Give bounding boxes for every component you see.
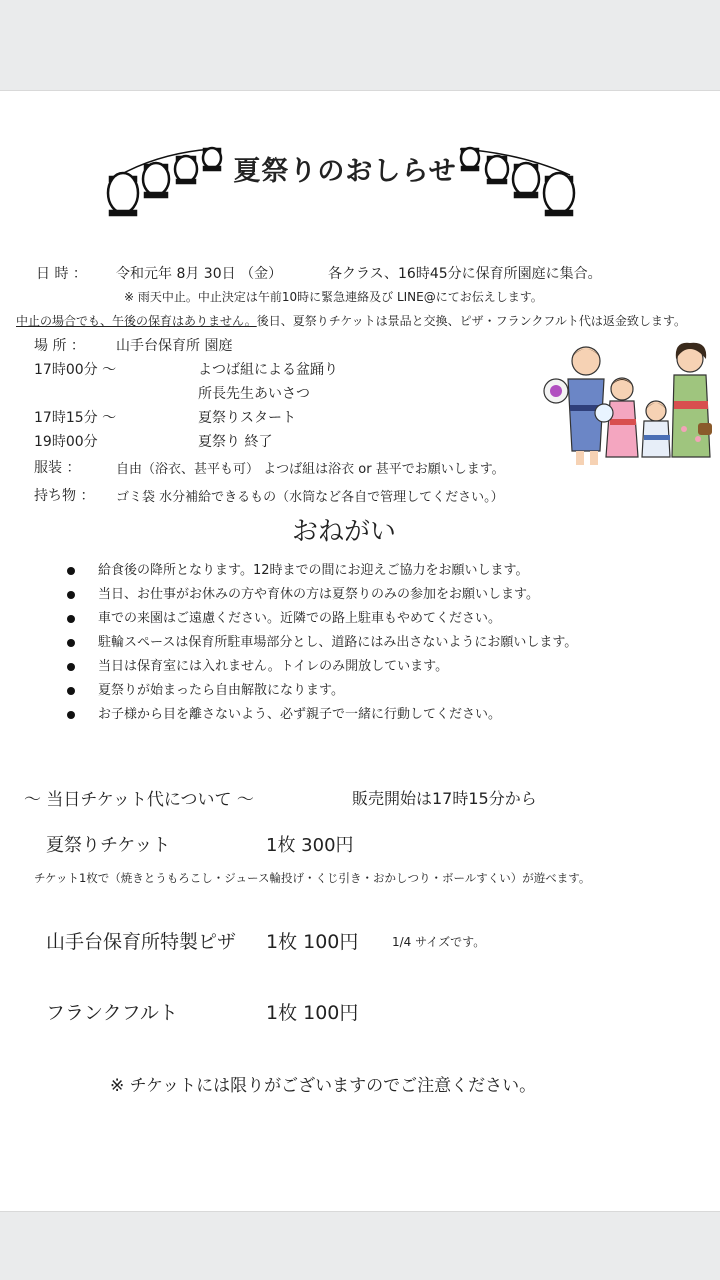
top-status-area: [0, 0, 720, 90]
pizza-name: 山手台保育所特製ピザ: [46, 931, 237, 953]
pizza-price: 1枚 100円: [266, 931, 359, 953]
ticket-name: 夏祭りチケット: [46, 835, 171, 856]
list-item: 当日は保育室には入れません。トイレのみ開放しています。: [98, 659, 449, 674]
cancel-note-underlined: 中止の場合でも、午後の保育はありません。: [16, 314, 257, 328]
gather-note: 各クラス、16時45分に保育所園庭に集合。: [328, 266, 602, 282]
list-item: お子様から目を離さないよう、必ず親子で一緒に行動してください。: [98, 707, 502, 722]
time-1700: 17時00分 ～: [34, 362, 117, 378]
sale-start: 販売開始は17時15分から: [352, 789, 537, 808]
ticket-note: チケット1枚で（焼きとうもろこし・ジュース輪投げ・くじ引き・おかしつり・ボールすくい）が遊べます。: [34, 871, 591, 885]
bullet-icon: [67, 567, 75, 575]
header: [100, 143, 590, 243]
cancel-note-rest: 後日、夏祭りチケットは景品と交換、ピザ・フランクフルト代は返金致します。: [256, 314, 686, 328]
list-item: 給食後の降所となります。12時までの間にお迎えご協力をお願いします。: [98, 563, 529, 578]
date-value: 令和元年 8月 30日 （金）: [116, 266, 283, 282]
dress-label: 服装 ：: [34, 460, 81, 476]
bullet-icon: [67, 615, 75, 623]
tickets-heading: ～ 当日チケット代について ～: [24, 790, 254, 810]
items-value: ゴミ袋 水分補給できるもの（水筒など各自で管理してください。）: [116, 490, 504, 505]
bottom-area: [0, 1212, 720, 1280]
cancel-note: [16, 312, 686, 329]
frank-name: フランクフルト: [46, 1002, 178, 1024]
bullet-icon: [67, 639, 75, 647]
ticket-price: 1枚 300円: [266, 835, 354, 856]
place-label: 場 所 ：: [34, 338, 85, 354]
date-label: 日 時 ：: [36, 266, 87, 282]
bullet-icon: [67, 663, 75, 671]
event-start: 夏祭りスタート: [198, 410, 296, 426]
page-title: 夏祭りのおしらせ: [233, 156, 457, 187]
items-label: 持ち物 ：: [34, 488, 95, 504]
pizza-note: 1/4 サイズです。: [392, 935, 486, 949]
family-yukata-illustration: [538, 339, 716, 479]
event-bon-dance: よつば組による盆踊り: [198, 362, 338, 378]
place-value: 山手台保育所 園庭: [116, 338, 233, 354]
dress-value: 自由（浴衣、甚平も可） よつば組は浴衣 or 甚平でお願いします。: [116, 462, 505, 477]
bullet-icon: [67, 591, 75, 599]
limit-note: ※ チケットには限りがございますのでご注意ください。: [110, 1076, 537, 1096]
time-1715: 17時15分 ～: [34, 410, 117, 426]
list-item: 当日、お仕事がお休みの方や育休の方は夏祭りのみの参加をお願いします。: [98, 587, 539, 602]
list-item: 車での来園はご遠慮ください。近隣での路上駐車もやめてください。: [98, 611, 502, 626]
list-item: 駐輪スペースは保育所駐車場部分とし、道路にはみ出さないようにお願いします。: [98, 635, 578, 650]
requests-heading: おねがい: [292, 517, 397, 547]
bullet-icon: [67, 711, 75, 719]
event-greeting: 所長先生あいさつ: [198, 386, 310, 402]
event-end: 夏祭り 終了: [198, 434, 273, 450]
bullet-icon: [67, 687, 75, 695]
rain-note: ※ 雨天中止。中止決定は午前10時に緊急連絡及び LINE@にてお伝えします。: [124, 290, 543, 304]
notice-document: [0, 90, 720, 1212]
frank-price: 1枚 100円: [266, 1002, 359, 1024]
time-1900: 19時00分: [34, 434, 98, 450]
list-item: 夏祭りが始まったら自由解散になります。: [98, 683, 344, 698]
